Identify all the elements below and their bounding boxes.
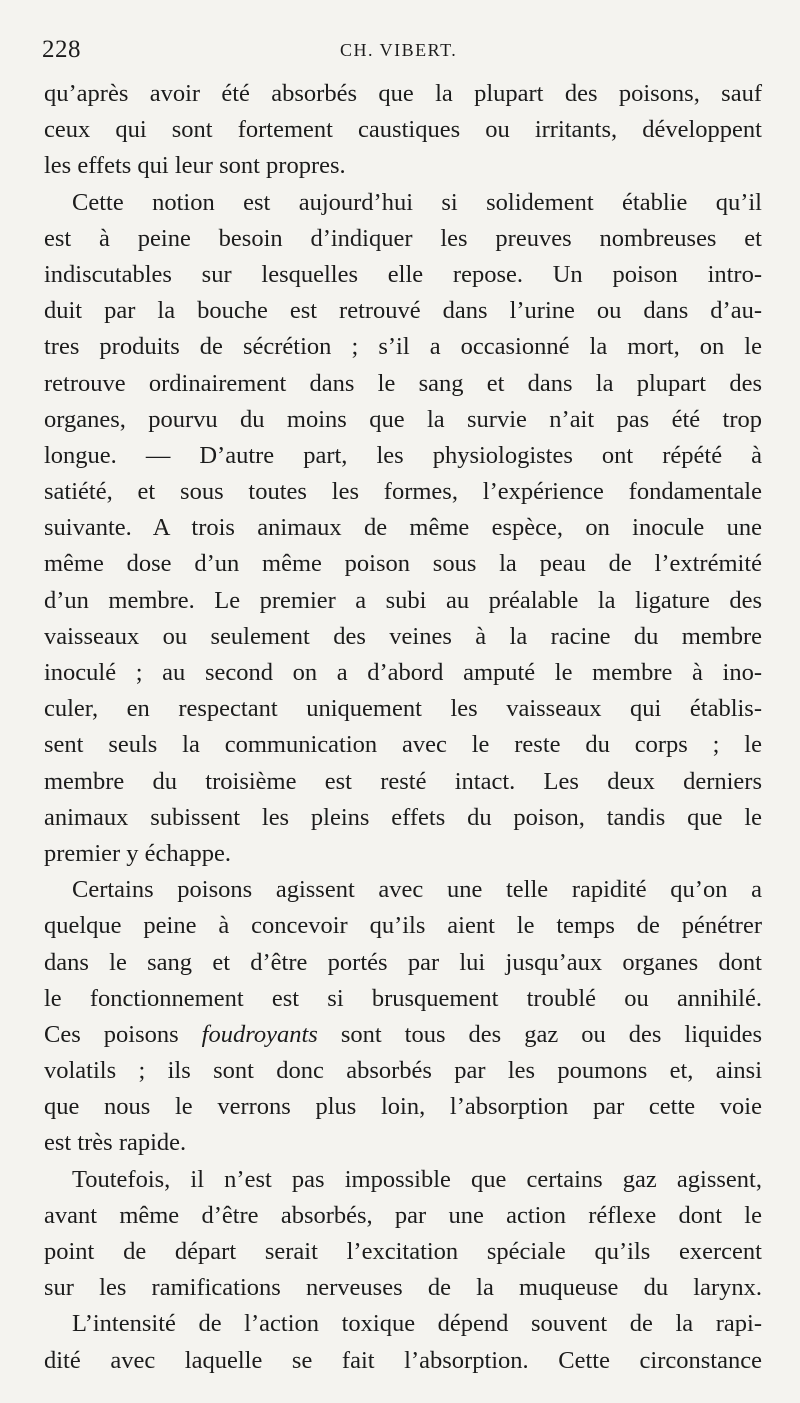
text-line: longue. — D’autre part, les physiologistes ont répété à bbox=[44, 441, 762, 469]
text-line: Cette notion est aujourd’hui si solidement établie qu’il bbox=[72, 188, 762, 216]
text-line: dité avec laquelle se fait l’absorption. Cette circonstance bbox=[44, 1346, 762, 1374]
text-line: que nous le verrons plus loin, l’absorption par cette voie bbox=[44, 1093, 762, 1121]
page-number: 228 bbox=[42, 36, 81, 63]
text-line: animaux subissent les pleins effets du poison, tandis que le bbox=[44, 803, 762, 831]
text-line: organes, pourvu du moins que la survie n’ait pas été trop bbox=[44, 405, 762, 433]
text-line: Certains poisons agissent avec une telle rapidité qu’on a bbox=[72, 876, 762, 904]
text-line: inoculé ; au second on a d’abord amputé le membre à ino- bbox=[44, 659, 762, 686]
text-line: membre du troisième est resté intact. Les deux derniers bbox=[44, 767, 762, 795]
running-head: CH. VIBERT. bbox=[340, 40, 458, 60]
text-line: est à peine besoin d’indiquer les preuves nombreuses et bbox=[44, 224, 762, 252]
text-line: avant même d’être absorbés, par une action réflexe dont le bbox=[44, 1201, 762, 1229]
text-line: indiscutables sur lesquelles elle repose. Un poison intro- bbox=[44, 260, 762, 288]
text-line: même dose d’un même poison sous la peau de l’extrémité bbox=[44, 550, 762, 578]
text-line: vaisseaux ou seulement des veines à la racine du membre bbox=[44, 622, 762, 650]
text-line: est très rapide. bbox=[44, 1129, 187, 1157]
text-line: retrouve ordinairement dans le sang et dans la plupart des bbox=[44, 369, 762, 397]
text-line: Toutefois, il n’est pas impossible que certains gaz agissent, bbox=[72, 1165, 762, 1193]
text-line: L’intensité de l’action toxique dépend souvent de la rapi- bbox=[72, 1310, 762, 1338]
text-line: satiété, et sous toutes les formes, l’expérience fondamentale bbox=[44, 478, 762, 506]
text-segment: sont tous des gaz ou des liquides bbox=[317, 1020, 762, 1048]
text-line: premier y échappe. bbox=[44, 839, 232, 867]
text-line: point de départ serait l’excitation spéciale qu’ils exercent bbox=[44, 1238, 762, 1265]
text-line: tres produits de sécrétion ; s’il a occasionné la mort, on le bbox=[44, 333, 762, 361]
text-line: dans le sang et d’être portés par lui jusqu’aux organes dont bbox=[44, 948, 762, 976]
text-line: qu’après avoir été absorbés que la plupart des poisons, sauf bbox=[44, 80, 762, 107]
text-line: culer, en respectant uniquement les vaisseaux qui établis- bbox=[44, 695, 762, 723]
text-line: quelque peine à concevoir qu’ils aient le temps de pénétrer bbox=[44, 912, 762, 940]
text-line: volatils ; ils sont donc absorbés par les poumons et, ainsi bbox=[44, 1057, 762, 1085]
italic-term: foudroyants bbox=[201, 1020, 318, 1048]
text-line: d’un membre. Le premier a subi au préalable la ligature des bbox=[44, 586, 762, 614]
text-segment: Ces poisons bbox=[44, 1020, 202, 1048]
body-text bbox=[44, 76, 762, 1379]
text-line: sent seuls la communication avec le reste du corps ; le bbox=[44, 731, 762, 759]
text-line: les effets qui leur sont propres. bbox=[44, 152, 346, 180]
text-line: le fonctionnement est si brusquement troublé ou annihilé. bbox=[44, 984, 762, 1012]
text-line: suivante. A trois animaux de même espèce, on inocule une bbox=[44, 514, 762, 542]
text-line bbox=[44, 1017, 762, 1053]
text-line: duit par la bouche est retrouvé dans l’urine ou dans d’au- bbox=[44, 297, 762, 325]
text-line: ceux qui sont fortement caustiques ou irritants, développent bbox=[44, 116, 762, 144]
text-line: sur les ramifications nerveuses de la muqueuse du larynx. bbox=[44, 1274, 762, 1302]
